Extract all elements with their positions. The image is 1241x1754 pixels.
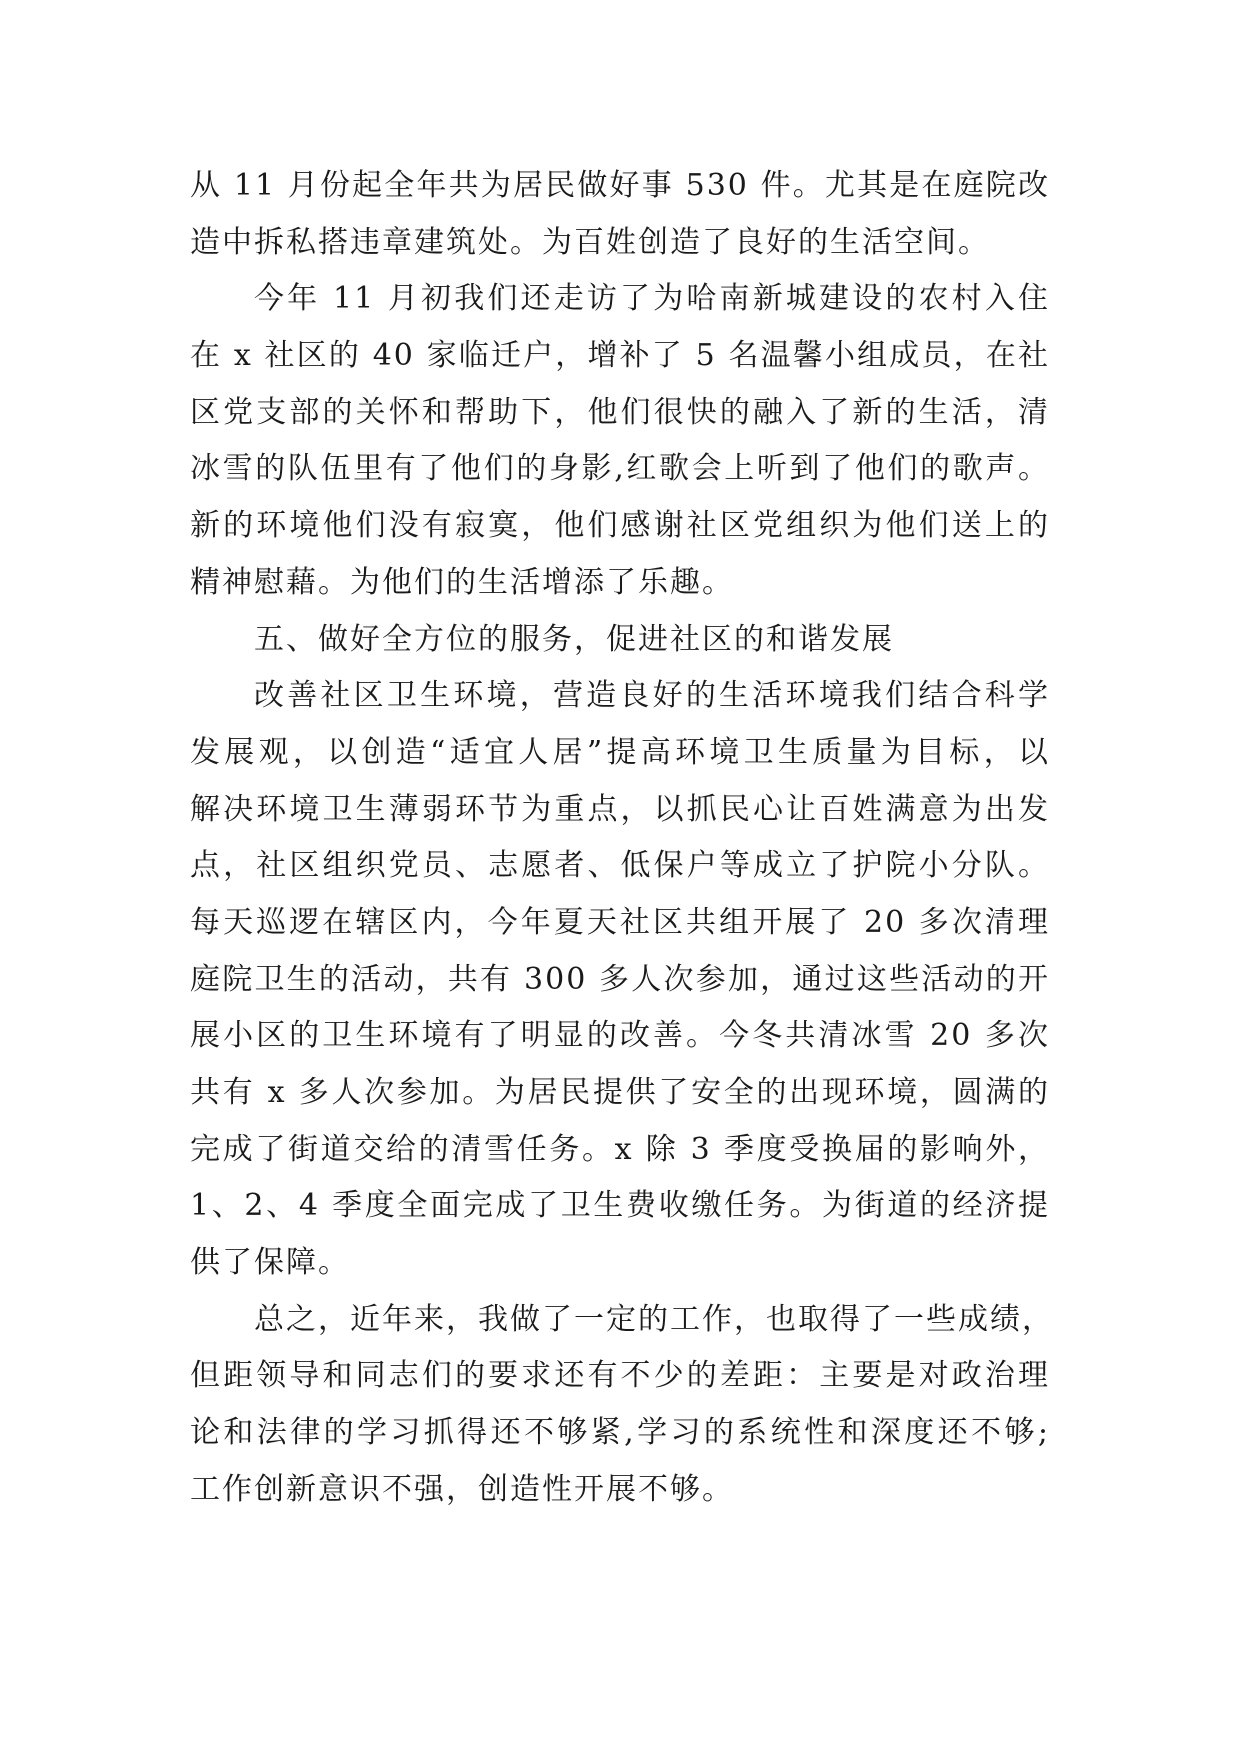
paragraph xyxy=(190,271,1050,611)
text-line: 从 11 月份起全年共为居民做好事 530 件。尤其是在庭院改 xyxy=(190,168,1050,203)
text-line: 点，社区组织党员、志愿者、低保户等成立了护院小分队。 xyxy=(190,848,1050,884)
text-line: 完成了街道交给的清雪任务。x 除 3 季度受换届的影响外， xyxy=(190,1131,1050,1167)
text-line: 解决环境卫生薄弱环节为重点，以抓民心让百姓满意为出发 xyxy=(190,791,1050,827)
text-line: 供了保障。 xyxy=(190,1245,350,1281)
text-line: 在 x 社区的 40 家临迁户，增补了 5 名温馨小组成员，在社 xyxy=(190,338,1050,374)
section-heading xyxy=(190,612,1050,669)
text-line: 但距领导和同志们的要求还有不少的差距：主要是对政治理 xyxy=(190,1358,1050,1394)
text-line: 造中拆私搭违章建筑处。为百姓创造了良好的生活空间。 xyxy=(190,224,990,260)
text-line: 区党支部的关怀和帮助下，他们很快的融入了新的生活，清 xyxy=(190,394,1050,430)
text-line: 今年 11 月初我们还走访了为哈南新城建设的农村入住 xyxy=(254,281,1050,317)
text-line: 精神慰藉。为他们的生活增添了乐趣。 xyxy=(190,564,734,600)
text-line: 工作创新意识不强，创造性开展不够。 xyxy=(190,1471,734,1507)
paragraph xyxy=(190,158,1050,271)
text-line: 庭院卫生的活动，共有 300 多人次参加，通过这些活动的开 xyxy=(190,961,1050,997)
text-line: 共有 x 多人次参加。为居民提供了安全的出现环境，圆满的 xyxy=(190,1075,1050,1110)
document-page xyxy=(190,158,1054,1519)
text-line: 展小区的卫生环境有了明显的改善。今冬共清冰雪 20 多次 xyxy=(190,1018,1050,1054)
text-line: 总之，近年来，我做了一定的工作，也取得了一些成绩， xyxy=(254,1301,1054,1337)
text-line: 改善社区卫生环境，营造良好的生活环境我们结合科学 xyxy=(254,678,1050,714)
text-line: 每天巡逻在辖区内，今年夏天社区共组开展了 20 多次清理 xyxy=(190,904,1050,940)
heading-text: 五、做好全方位的服务，促进社区的和谐发展 xyxy=(254,621,894,657)
paragraph xyxy=(190,1292,1054,1519)
text-line: 冰雪的队伍里有了他们的身影,红歌会上听到了他们的歌声。 xyxy=(190,451,1050,487)
text-line: 发展观，以创造“适宜人居”提高环境卫生质量为目标，以 xyxy=(190,734,1050,770)
text-line: 1、2、4 季度全面完成了卫生费收缴任务。为街道的经济提 xyxy=(190,1188,1050,1224)
text-line: 新的环境他们没有寂寞，他们感谢社区党组织为他们送上的 xyxy=(190,508,1050,544)
text-line: 论和法律的学习抓得还不够紧,学习的系统性和深度还不够; xyxy=(190,1415,1050,1451)
paragraph xyxy=(190,668,1050,1292)
